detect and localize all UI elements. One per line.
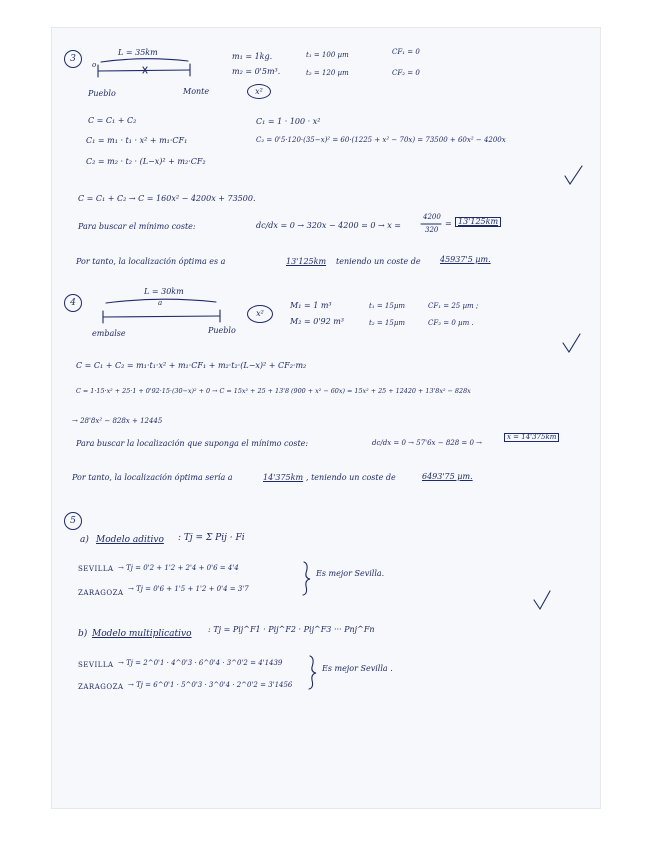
p5a-label: a)	[80, 535, 89, 545]
p3-cf1: CF₁ = 0	[392, 48, 420, 56]
p3-min-lead: Para buscar el mínimo coste:	[78, 222, 196, 231]
p5b-formula: : Tj = Pij^F1 · Pij^F2 · Pij^F3 ··· Pnj^Fn	[208, 625, 375, 634]
p3-result-boxed: 13'125km	[455, 217, 501, 227]
p3-frac-den: 320	[425, 226, 439, 234]
p4-c-simplified: → 28'8x² − 828x + 12445	[72, 417, 163, 425]
p3-total: C = C₁ + C₂ → C = 160x² − 4200x + 73500.	[78, 194, 256, 203]
p5b-conclusion: Es mejor Sevilla .	[322, 664, 393, 673]
p3-conclusion-prefix: Por tanto, la localización óptima es a	[76, 257, 226, 266]
p4-result-boxed: x = 14'375km	[504, 433, 559, 442]
p4-t2: t₂ = 15µm	[369, 319, 406, 327]
p3-conclusion-location: 13'125km	[286, 257, 327, 266]
p5a-sevilla-label: SEVILLA	[78, 565, 114, 573]
p5b-sevilla-calc: → Tj = 2^0'1 · 4^0'3 · 6^0'4 · 3^0'2 = 4'1439	[118, 659, 283, 667]
p4-cf2: CF₂ = 0 µm .	[428, 319, 474, 327]
p3-c1-val: C₁ = 1 · 100 · x²	[256, 117, 321, 126]
p3-length-label: L = 35km	[118, 48, 158, 57]
p4-x2-circled: x²	[247, 305, 273, 323]
p5a-sevilla-calc: → Tj = 0'2 + 1'2 + 2'4 + 0'6 = 4'4	[118, 564, 239, 572]
p5a-title: Modelo aditivo	[96, 535, 164, 545]
p5b-title: Modelo multiplicativo	[92, 629, 192, 639]
p5a-zaragoza-label: ZARAGOZA	[78, 589, 124, 597]
p4-m1: M₁ = 1 m³	[290, 301, 332, 310]
p3-t1: t₁ = 100 µm	[306, 51, 349, 59]
p5a-zaragoza-calc: → Tj = 0'6 + 1'5 + 1'2 + 0'4 = 3'7	[128, 585, 249, 593]
p3-eq: =	[445, 219, 452, 228]
p5b-zaragoza-label: ZARAGOZA	[78, 683, 124, 691]
p3-m2: m₂ = 0'5m³.	[232, 67, 281, 76]
p3-frac-num: 4200	[423, 213, 441, 221]
p5b-sevilla-label: SEVILLA	[78, 661, 114, 669]
p3-right-label: Monte	[183, 87, 210, 96]
p4-conclusion-cost: 6493'75 µm.	[422, 472, 473, 481]
p3-cf2: CF₂ = 0	[392, 69, 420, 77]
p3-x2-circled: x²	[247, 84, 271, 99]
p3-c2-def: C₂ = m₂ · t₂ · (L−x)² + m₂·CF₂	[86, 157, 206, 166]
p3-c-def: C = C₁ + C₂	[88, 116, 137, 125]
p4-left-label: embalse	[92, 329, 126, 338]
p3-derivative: dc/dx = 0 → 320x − 4200 = 0 → x =	[256, 221, 401, 230]
p3-c1-def: C₁ = m₁ · t₁ · x² + m₁·CF₁	[86, 136, 188, 145]
p4-m2: M₂ = 0'92 m³	[290, 317, 344, 326]
p3-t2: t₂ = 120 µm	[306, 69, 349, 77]
p3-c2-val: C₂ = 0'5·120·(35−x)² = 60·(1225 + x² − 70x) = 73500 + 60x² − 4200x	[256, 136, 506, 144]
p5b-zaragoza-calc: → Tj = 6^0'1 · 5^0'3 · 3^0'4 · 2^0'2 = 3'1456	[128, 681, 293, 689]
p4-right-label: Pueblo	[208, 326, 236, 335]
p4-conclusion-prefix: Por tanto, la localización óptima sería a	[72, 473, 233, 482]
p3-zero-mark: o	[92, 61, 97, 69]
p3-m1: m₁ = 1kg.	[232, 52, 273, 61]
p4-conclusion-mid: , teniendo un coste de	[306, 473, 396, 482]
p4-derivative: dc/dx = 0 → 57'6x − 828 = 0 →	[372, 439, 483, 447]
p4-t1: t₁ = 15µm	[369, 302, 406, 310]
problem-3-number: 3	[64, 50, 82, 68]
p5b-label: b)	[78, 629, 88, 639]
p4-min-lead: Para buscar la localización que suponga el mínimo coste:	[76, 439, 309, 448]
p4-cf1: CF₁ = 25 µm ;	[428, 302, 479, 310]
p3-left-label: Pueblo	[88, 89, 116, 98]
p5a-formula: : Tj = Σ Pij · Fi	[178, 533, 245, 543]
p4-length-label: L = 30km	[144, 287, 184, 296]
p3-conclusion-mid: teniendo un coste de	[336, 257, 421, 266]
problem-5-number: 5	[64, 512, 82, 530]
p4-conclusion-location: 14'375km	[263, 473, 304, 482]
p5a-conclusion: Es mejor Sevilla.	[316, 569, 385, 578]
p3-conclusion-cost: 45937'5 µm.	[440, 255, 491, 264]
p4-c-def: C = C₁ + C₂ = m₁·t₁·x² + m₁·CF₁ + m₂·t₂·(L−x)² + CF₂·m₂	[76, 361, 307, 370]
problem-4-number: 4	[64, 294, 82, 312]
p4-c-sub: C = 1·15·x² + 25·1 + 0'92·15·(30−x)² + 0 → C = 15x² + 25 + 13'8 (900 + x² − 60x) = 15x² + 25 + 12420 + 13'8x² − 828x	[76, 387, 471, 395]
p4-a-mark: a	[158, 299, 163, 307]
